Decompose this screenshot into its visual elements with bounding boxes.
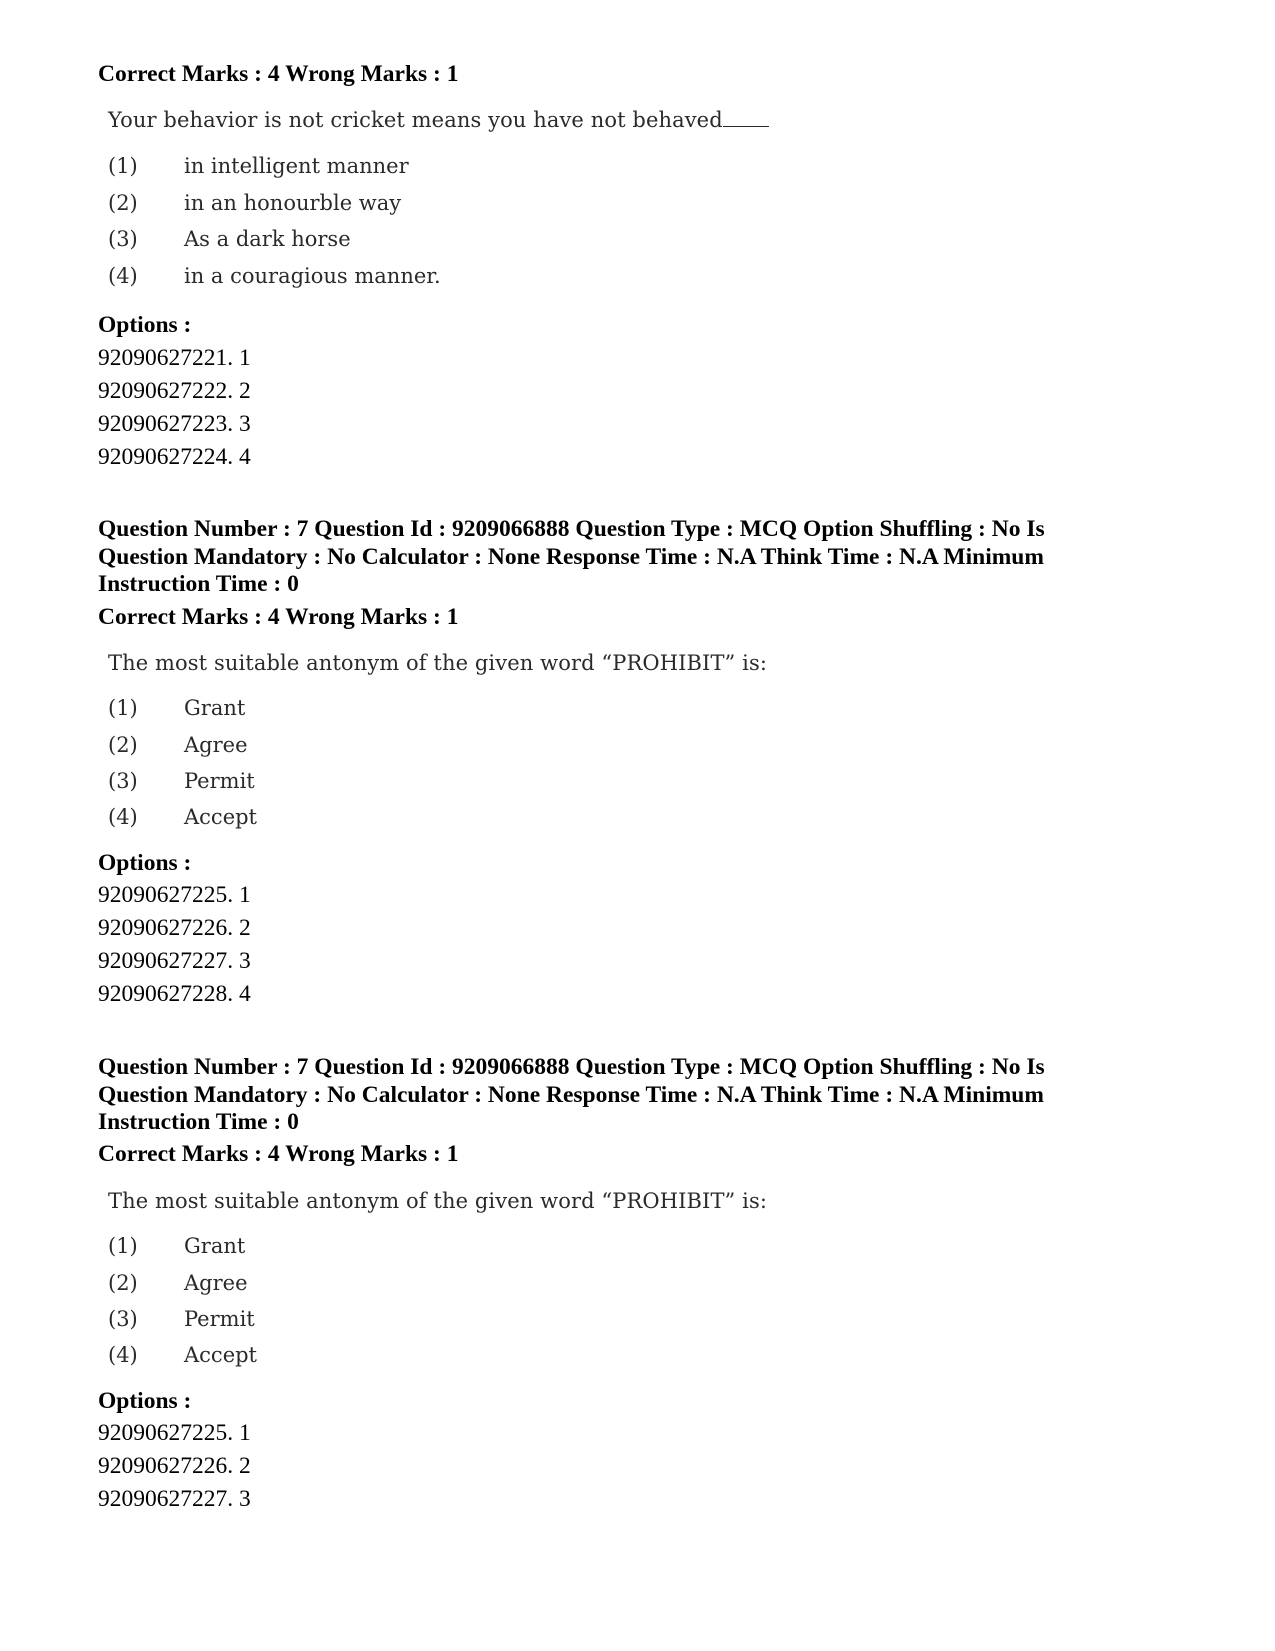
marks-line: Correct Marks : 4 Wrong Marks : 1	[98, 604, 459, 630]
option-id: 92090627224. 4	[98, 444, 251, 470]
choice-number: (1)	[108, 154, 138, 178]
choice-text: Grant	[184, 1234, 246, 1258]
option-id: 92090627227. 3	[98, 948, 251, 974]
options-label: Options :	[98, 1388, 192, 1414]
choice-number: (1)	[108, 1234, 138, 1258]
answer-blank	[723, 110, 769, 127]
choice-text: Agree	[184, 1271, 248, 1295]
option-id: 92090627226. 2	[98, 1453, 251, 1479]
choice-text: Permit	[184, 1307, 255, 1331]
choice-text: in an honourble way	[184, 191, 402, 215]
choice-text: Accept	[184, 805, 257, 829]
choice-number: (2)	[108, 191, 138, 215]
choice-number: (3)	[108, 1307, 138, 1331]
question-text: The most suitable antonym of the given word “PROHIBIT” is:	[108, 651, 768, 675]
question-header: Question Number : 7 Question Id : 9209066888 Question Type : MCQ Option Shuffling : No Is Question Mandatory : No Calculator : None Response Time : N.A Think Time : N.A Minimum Instruction Time : 0	[98, 1054, 1045, 1135]
marks-line: Correct Marks : 4 Wrong Marks : 1	[98, 1141, 459, 1167]
option-id: 92090627228. 4	[98, 981, 251, 1007]
choice-number: (4)	[108, 805, 138, 829]
question-text: The most suitable antonym of the given word “PROHIBIT” is:	[108, 1189, 768, 1213]
marks-line: Correct Marks : 4 Wrong Marks : 1	[98, 61, 459, 87]
choice-text: As a dark horse	[184, 227, 351, 251]
choice-number: (1)	[108, 696, 138, 720]
options-label: Options :	[98, 312, 192, 338]
question-header: Question Number : 7 Question Id : 9209066888 Question Type : MCQ Option Shuffling : No Is Question Mandatory : No Calculator : None Response Time : N.A Think Time : N.A Minimum Instruction Time : 0	[98, 516, 1045, 597]
choice-text: Agree	[184, 733, 248, 757]
option-id: 92090627226. 2	[98, 915, 251, 941]
option-id: 92090627221. 1	[98, 345, 251, 371]
question-text	[108, 108, 769, 132]
option-id: 92090627225. 1	[98, 1420, 251, 1446]
choice-number: (2)	[108, 733, 138, 757]
choice-text: Grant	[184, 696, 246, 720]
choice-number: (4)	[108, 264, 138, 288]
option-id: 92090627222. 2	[98, 378, 251, 404]
choice-text: Accept	[184, 1343, 257, 1367]
question-stem: Your behavior is not cricket means you have not behaved	[108, 108, 723, 132]
choice-number: (2)	[108, 1271, 138, 1295]
choice-text: Permit	[184, 769, 255, 793]
option-id: 92090627223. 3	[98, 411, 251, 437]
choice-number: (3)	[108, 227, 138, 251]
choice-text: in a couragious manner.	[184, 264, 441, 288]
options-label: Options :	[98, 850, 192, 876]
choice-number: (3)	[108, 769, 138, 793]
option-id: 92090627225. 1	[98, 882, 251, 908]
choice-number: (4)	[108, 1343, 138, 1367]
choice-text: in intelligent manner	[184, 154, 409, 178]
option-id: 92090627227. 3	[98, 1486, 251, 1512]
